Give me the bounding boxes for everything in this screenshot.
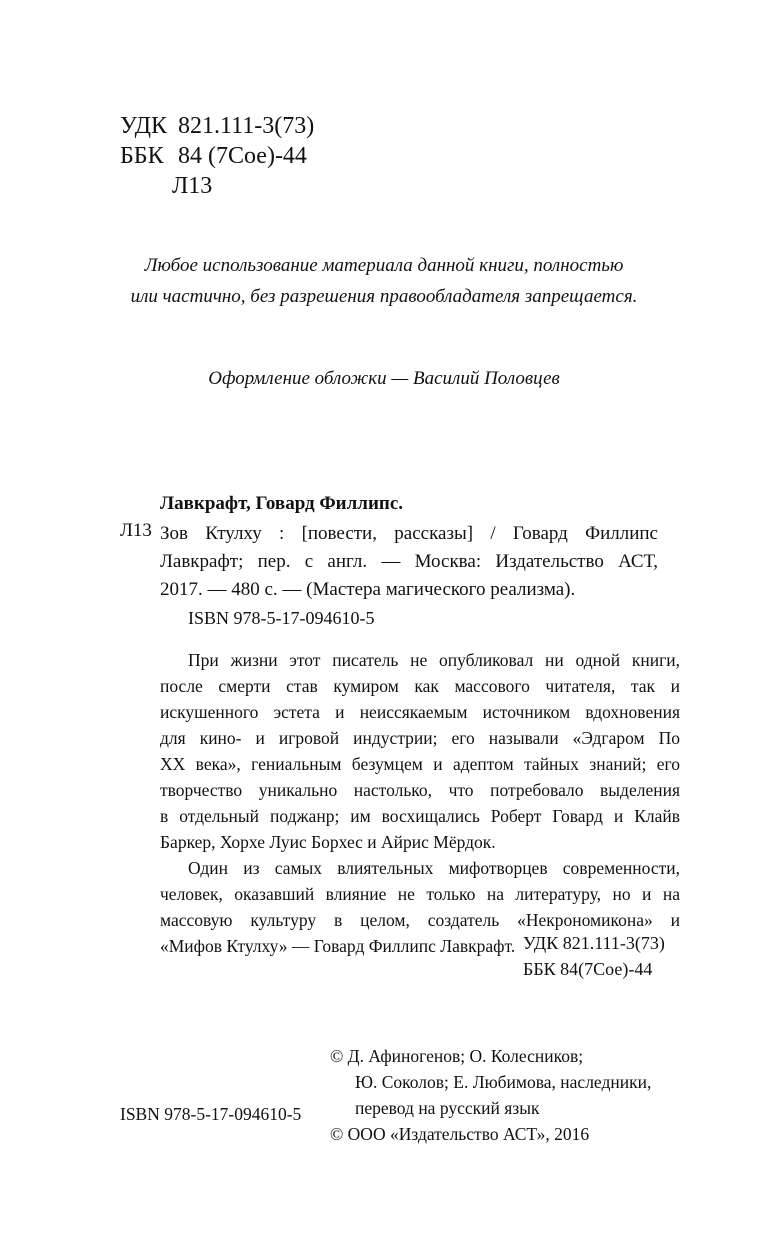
cover-design-credit: Оформление обложки — Василий Половцев [208,368,560,389]
bottom-bbk: ББК 84(7Сое)-44 [523,959,653,979]
annotation-line-10: человек, оказавший влияние не только на литературу, но и на [160,884,680,904]
udk-row [120,111,314,141]
bib-line-2: Лавкрафт; пер. с англ. — Москва: Издательство АСТ, [160,551,658,572]
bbk-value: 84 (7Сое)-44 [178,143,307,169]
udk-label: УДК [120,113,167,139]
copyright-block [330,1043,651,1147]
bib-line-1: Зов Ктулху : [повести, рассказы] / Говард Филлипс [160,523,658,544]
classification-block [120,111,314,201]
bottom-isbn: ISBN 978-5-17-094610-5 [120,1104,302,1124]
notice-line-2: или частично, без разрешения правообладателя запрещается. [130,286,638,307]
bib-author: Лавкрафт, Говард Филлипс. [160,493,404,514]
copyright-line-2: Ю. Соколов; Е. Любимова, наследники, [355,1072,652,1092]
annotation-line-12: «Мифов Ктулху» — Говард Филлипс Лавкрафт. [160,936,516,956]
annotation-line-1: При жизни этот писатель не опубликовал ни одной книги, [188,650,680,670]
udk-value: 821.111-3(73) [178,113,315,139]
notice-line-1: Любое использование материала данной книги, полностью [144,255,624,276]
bottom-classification [523,930,665,982]
annotation-line-3: искушенного эстета и неиссякаемым источником вдохновения [160,702,680,722]
bib-description [160,520,658,604]
annotation-line-9: Один из самых влиятельных мифотворцев современности, [188,858,680,878]
annotation-line-6: творчество уникально настолько, что потребовало выделения [160,780,680,800]
bottom-udk: УДК 821.111-3(73) [523,933,665,953]
author-mark: Л13 [172,173,213,199]
bib-code: Л13 [120,520,152,541]
copyright-notice [0,250,768,312]
bbk-row [120,141,314,171]
bib-line-3: 2017. — 480 с. — (Мастера магического реализма). [160,579,576,600]
annotation-line-7: в отдельный поджанр; им восхищались Роберт Говард и Клайв [160,806,680,826]
annotation [160,647,680,959]
annotation-line-2: после смерти став кумиром как массового читателя, так и [160,676,680,696]
copyright-line-1: © Д. Афиногенов; О. Колесников; [330,1046,584,1066]
annotation-line-11: массовую культуру в целом, создатель «Некрономикона» и [160,910,680,930]
annotation-line-8: Баркер, Хорхе Луис Борхес и Айрис Мёрдок. [160,832,496,852]
annotation-line-5: XX века», гениальным безумцем и адептом тайных знаний; его [160,754,680,774]
copyright-line-3: перевод на русский язык [355,1098,540,1118]
bib-isbn: ISBN 978-5-17-094610-5 [188,608,375,628]
copyright-line-4: © ООО «Издательство АСТ», 2016 [330,1124,590,1144]
bbk-label: ББК [120,143,164,169]
annotation-line-4: для кино- и игровой индустрии; его называли «Эдгаром По [160,728,680,748]
